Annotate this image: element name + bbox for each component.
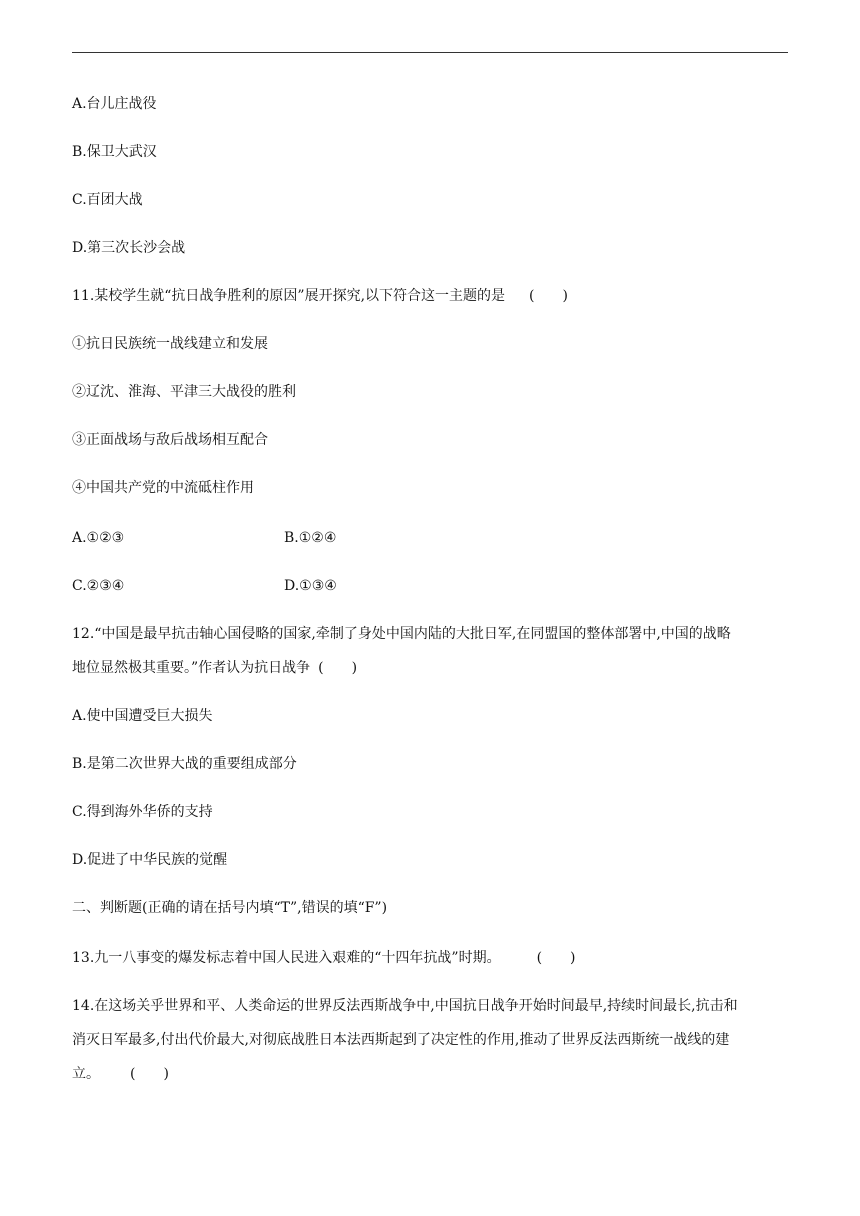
q14-line3: 立。 <box>72 1066 100 1082</box>
header-rule <box>72 52 788 53</box>
q13-stem: 13.九一八事变的爆发标志着中国人民进入艰难的“十四年抗战”时期。 <box>72 950 501 966</box>
q12-stem-line2: 地位显然极其重要。”作者认为抗日战争 <box>72 660 311 676</box>
q11-item-2: ②辽沈、淮海、平津三大战役的胜利 <box>72 384 296 400</box>
q10-option-c: C.百团大战 <box>72 192 143 208</box>
q13-answer-bracket: ( ) <box>536 950 576 966</box>
q12-option-d: D.促进了中华民族的觉醒 <box>72 852 228 868</box>
q12-stem-line2-wrap <box>72 658 357 678</box>
q12-answer-bracket: ( ) <box>318 660 358 676</box>
q11-item-3: ③正面战场与敌后战场相互配合 <box>72 432 268 448</box>
q12-option-a: A.使中国遭受巨大损失 <box>72 708 213 724</box>
q11-stem: 11.某校学生就“抗日战争胜利的原因”展开探究,以下符合这一主题的是 <box>72 288 506 304</box>
q11-option-b: B.①②④ <box>284 530 337 546</box>
q12-option-b: B.是第二次世界大战的重要组成部分 <box>72 756 297 772</box>
q11-option-a: A.①②③ <box>72 530 125 546</box>
q11-answer-bracket: ( ) <box>529 288 568 304</box>
q11-option-d: D.①③④ <box>284 578 337 594</box>
q11-stem-line <box>72 286 568 306</box>
q14-answer-bracket: ( ) <box>130 1066 169 1082</box>
q14-line2: 消灭日军最多,付出代价最大,对彻底战胜日本法西斯起到了决定性的作用,推动了世界反法西斯统一战线的建 <box>72 1032 730 1048</box>
q10-option-a: A.台儿庄战役 <box>72 96 157 112</box>
q11-item-1: ①抗日民族统一战线建立和发展 <box>72 336 268 352</box>
q14-line1: 14.在这场关乎世界和平、人类命运的世界反法西斯战争中,中国抗日战争开始时间最早,持续时间最长,抗击和 <box>72 998 738 1014</box>
q10-option-b: B.保卫大武汉 <box>72 144 157 160</box>
q14-line3-wrap <box>72 1064 169 1084</box>
q11-option-c: C.②③④ <box>72 578 125 594</box>
q12-option-c: C.得到海外华侨的支持 <box>72 804 213 820</box>
q12-stem-line1: 12.“中国是最早抗击轴心国侵略的国家,牵制了身处中国内陆的大批日军,在同盟国的整体部署中,中国的战略 <box>72 626 731 642</box>
q13-line <box>72 948 576 968</box>
section2-heading: 二、判断题(正确的请在括号内填“T”,错误的填“F”) <box>72 900 388 916</box>
q11-item-4: ④中国共产党的中流砥柱作用 <box>72 480 254 496</box>
q10-option-d: D.第三次长沙会战 <box>72 240 186 256</box>
